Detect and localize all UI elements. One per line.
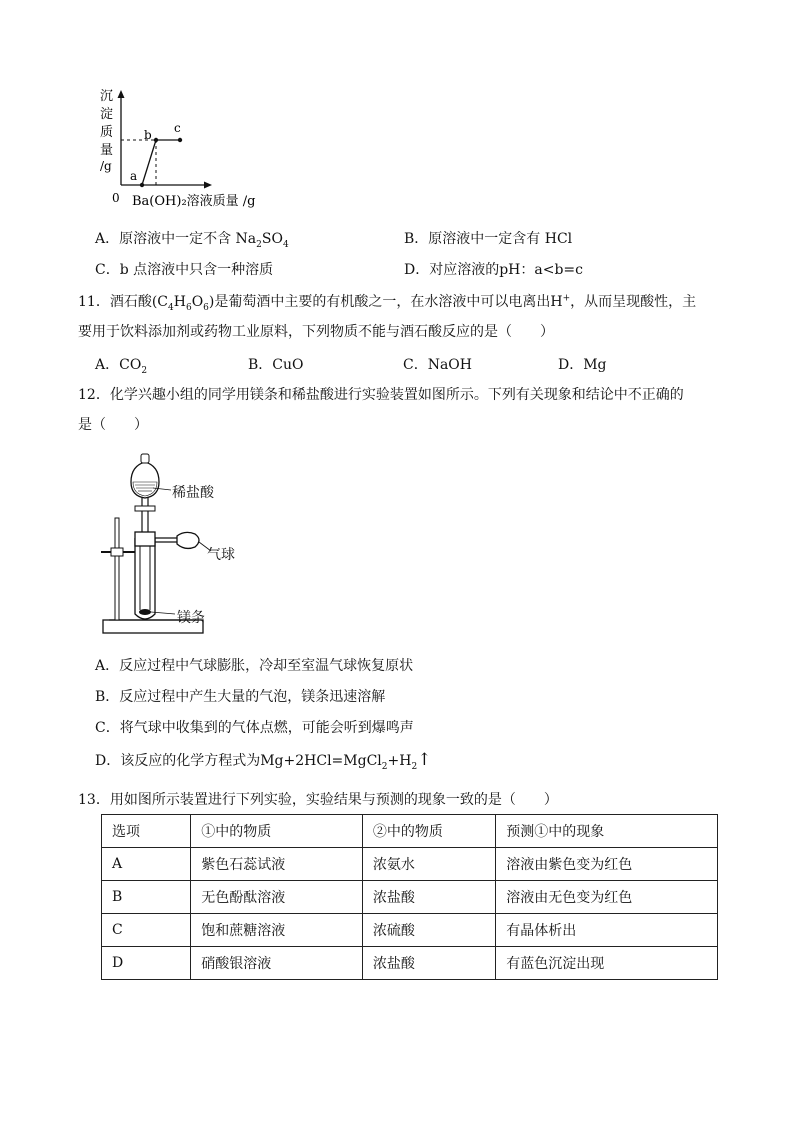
label-magnesium: 镁条 — [177, 610, 205, 626]
q11-option-d[interactable]: D．Mg — [558, 357, 607, 373]
graph-label-c: c — [174, 121, 181, 135]
q10-option-b[interactable]: B．原溶液中一定含有 HCl — [404, 231, 573, 247]
q10-option-d[interactable]: D．对应溶液的pH：a<b=c — [404, 262, 584, 278]
graph-line-ab — [142, 140, 156, 185]
q11-stem-line2: 要用于饮料添加剂或药物工业原料，下列物质不能与酒石酸反应的是（ ） — [78, 324, 554, 340]
graph-ylabel-1: 沉 — [100, 89, 114, 104]
graph-ylabel-4: 量 — [100, 143, 114, 158]
graph-xlabel: Ba(OH)₂溶液质量 /g — [132, 194, 256, 208]
clamp-knob — [111, 548, 123, 556]
table-cell: 浓盐酸 — [362, 881, 495, 914]
q10-option-c[interactable]: C．b 点溶液中只含一种溶质 — [95, 262, 274, 278]
header-substance-2: ②中的物质 — [362, 815, 495, 848]
stopper — [135, 532, 155, 546]
balloon — [177, 532, 199, 548]
graph-origin: 0 — [112, 191, 120, 205]
table-header-row — [102, 815, 718, 848]
q11-option-b[interactable]: B．CuO — [248, 357, 304, 373]
q10-option-a[interactable]: A．原溶液中一定不含 $Na_2SO_4$ — [95, 231, 289, 250]
header-substance-1: ①中的物质 — [191, 815, 363, 848]
header-predicted-phenomenon: 预测①中的现象 — [496, 815, 718, 848]
header-option: 选项 — [102, 815, 191, 848]
q12-option-a[interactable]: A．反应过程中气球膨胀，冷却至室温气球恢复原状 — [95, 658, 414, 674]
table-row[interactable] — [102, 914, 718, 947]
q12-option-d[interactable]: D．该反应的化学方程式为$Mg+2HCl=MgCl_2+H_2↑$ — [95, 750, 432, 772]
graph-y-arrow — [118, 90, 125, 98]
precipitate-mass-graph — [90, 88, 390, 208]
graph-point-c — [178, 138, 182, 142]
table-cell: 饱和蔗糖溶液 — [191, 914, 363, 947]
q12-option-c[interactable]: C．将气球中收集到的气体点燃，可能会听到爆鸣声 — [95, 720, 414, 736]
graph-label-b: b — [144, 128, 152, 142]
table-cell: B — [102, 881, 191, 914]
table-row[interactable] — [102, 947, 718, 980]
q13-table — [101, 814, 718, 980]
table-cell: 浓盐酸 — [362, 947, 495, 980]
table-cell: 无色酚酞溶液 — [191, 881, 363, 914]
q11-option-a[interactable]: A．$CO_2$ — [95, 357, 148, 376]
table-cell: 有蓝色沉淀出现 — [496, 947, 718, 980]
graph-ylabel-3: 质 — [100, 125, 114, 140]
q12-stem-line1: 12．化学兴趣小组的同学用镁条和稀盐酸进行实验装置如图所示。下列有关现象和结论中不正确的 — [78, 387, 684, 403]
q11-option-c[interactable]: C．NaOH — [403, 357, 472, 373]
graph-point-a — [140, 183, 144, 187]
graph-ylabel-5: /g — [100, 159, 112, 173]
graph-label-a: a — [130, 169, 138, 183]
graph-x-arrow — [204, 182, 212, 189]
table-row[interactable] — [102, 848, 718, 881]
label-balloon: 气球 — [207, 547, 235, 563]
stand-rod — [115, 518, 119, 620]
table-row[interactable] — [102, 881, 718, 914]
stopcock — [135, 506, 155, 511]
table-cell: 浓硫酸 — [362, 914, 495, 947]
table-cell: A — [102, 848, 191, 881]
table-cell: C — [102, 914, 191, 947]
funnel-stopper — [141, 454, 149, 463]
table-cell: 硝酸银溶液 — [191, 947, 363, 980]
table-cell: 有晶体析出 — [496, 914, 718, 947]
graph-point-b — [154, 138, 158, 142]
magnesium-ribbon — [139, 609, 151, 615]
table-cell: D — [102, 947, 191, 980]
test-tube — [135, 538, 155, 619]
table-cell: 浓氨水 — [362, 848, 495, 881]
q12-option-b[interactable]: B．反应过程中产生大量的气泡，镁条迅速溶解 — [95, 689, 386, 705]
q12-stem-line2: 是（ ） — [78, 417, 148, 433]
table-cell: 紫色石蕊试液 — [191, 848, 363, 881]
q13-stem: 13．用如图所示装置进行下列实验，实验结果与预测的现象一致的是（ ） — [78, 792, 558, 808]
table-cell: 溶液由无色变为红色 — [496, 881, 718, 914]
graph-ylabel-2: 淀 — [100, 107, 114, 122]
q11-stem-line1: 11．酒石酸$(C_4H_6O_6)$是葡萄酒中主要的有机酸之一，在水溶液中可以电离出H+，从而呈现酸性，主 — [78, 293, 697, 313]
table-cell: 溶液由紫色变为红色 — [496, 848, 718, 881]
label-dilute-hcl: 稀盐酸 — [172, 485, 214, 501]
